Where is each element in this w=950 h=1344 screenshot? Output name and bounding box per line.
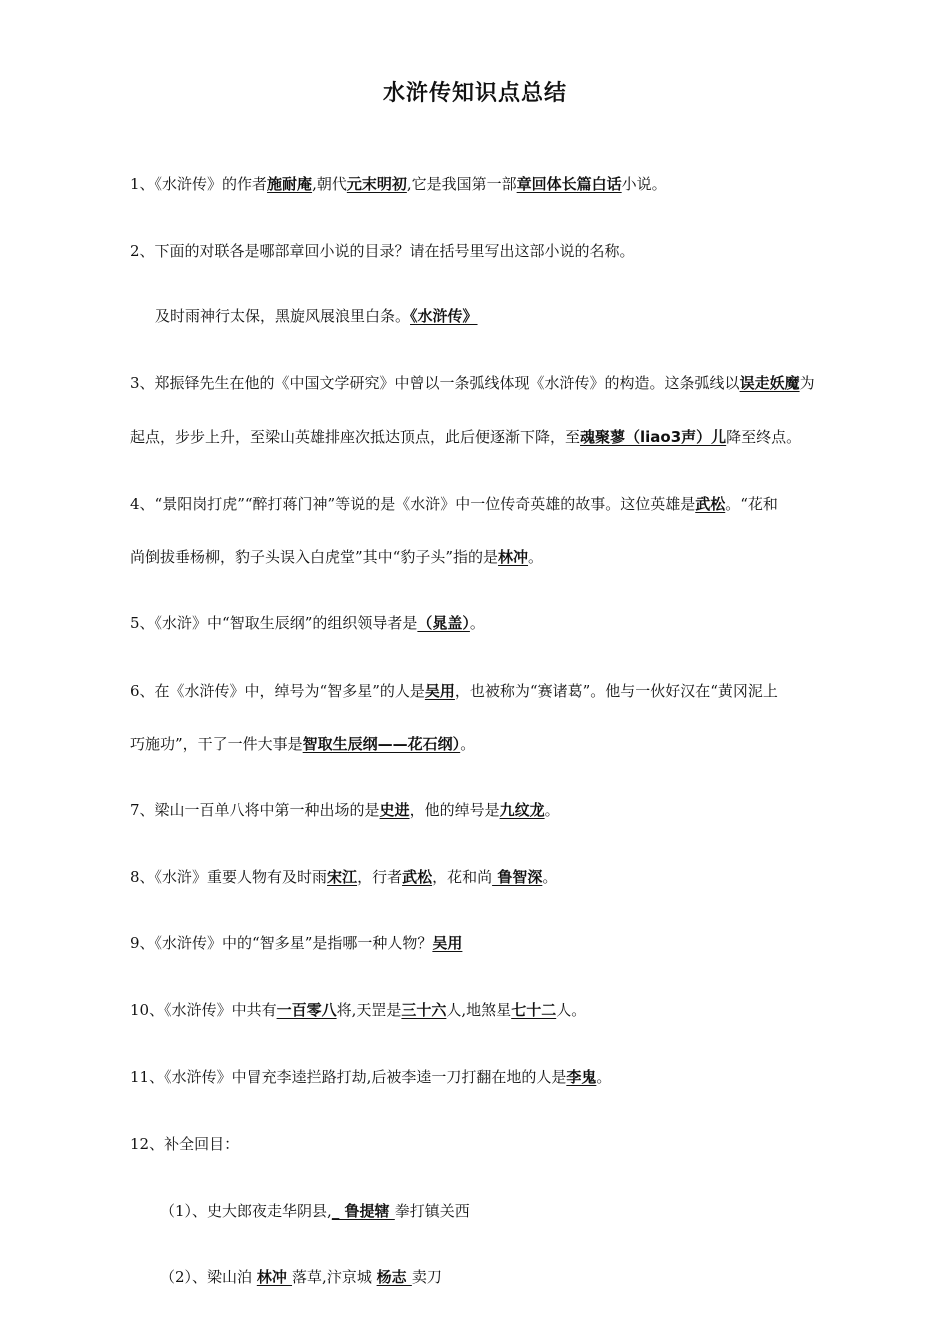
answer-genre: 章回体长篇白话 bbox=[516, 175, 622, 193]
q5-text: 。 bbox=[469, 614, 485, 632]
q7-text: 。 bbox=[544, 801, 560, 819]
q10-text: 将,天罡是 bbox=[336, 1001, 402, 1019]
q8-text: ，花和尚 bbox=[432, 868, 493, 886]
q1-text: 1、《水浒传》的作者 bbox=[130, 175, 268, 193]
q12-text: （2）、梁山泊 bbox=[160, 1268, 257, 1286]
answer-end: 魂聚蓼（liao3声）儿 bbox=[580, 428, 727, 446]
answer-leader: （晁盖） bbox=[417, 614, 470, 632]
question-6 bbox=[130, 680, 890, 702]
q3-text: 为 bbox=[799, 374, 815, 392]
question-3-cont bbox=[130, 426, 890, 448]
answer-tiangang: 三十六 bbox=[401, 1001, 447, 1019]
q4-text: 。 bbox=[528, 548, 544, 566]
question-4 bbox=[130, 493, 890, 515]
q4-text: 尚倒拔垂杨柳，豹子头误入白虎堂”其中“豹子头”指的是 bbox=[130, 548, 499, 566]
q8-text: 。 bbox=[542, 868, 558, 886]
answer-yang-zhi: 杨志 bbox=[376, 1268, 412, 1286]
q4-text: 4、“景阳岗打虎”“醉打蒋门神”等说的是《水浒》中一位传奇英雄的故事。这位英雄是 bbox=[130, 495, 696, 513]
q12-text: 拳打镇关西 bbox=[394, 1202, 470, 1220]
question-12-item-2 bbox=[160, 1266, 920, 1288]
question-4-cont bbox=[130, 546, 890, 568]
answer-pilgrim: 武松 bbox=[402, 868, 433, 886]
couplet-text: 及时雨神行太保，黑旋风展浪里白条。 bbox=[155, 307, 411, 325]
answer-lu-tixia: _ 鲁提辖 bbox=[331, 1202, 395, 1220]
answer-author: 施耐庵 bbox=[267, 175, 313, 193]
q1-text: ,它是我国第一部 bbox=[406, 175, 517, 193]
question-5 bbox=[130, 612, 890, 634]
q9-text: 9、《水浒传》中的“智多星”是指哪一种人物？ bbox=[130, 934, 433, 952]
question-6-cont bbox=[130, 733, 890, 755]
q12-text: 卖刀 bbox=[411, 1268, 442, 1286]
q6-text: 。 bbox=[460, 735, 476, 753]
q8-text: ，行者 bbox=[357, 868, 403, 886]
q12-text: 12、补全回目： bbox=[130, 1135, 240, 1153]
q7-text: ，他的绰号是 bbox=[409, 801, 500, 819]
question-12-item-1 bbox=[160, 1200, 920, 1222]
page-title: 水浒传知识点总结 bbox=[382, 81, 567, 106]
question-12 bbox=[130, 1133, 890, 1155]
q3-text: 降至终点。 bbox=[726, 428, 802, 446]
q5-text: 5、《水浒》中“智取生辰纲”的组织领导者是 bbox=[130, 614, 418, 632]
answer-lin-chong: 林冲 bbox=[256, 1268, 293, 1286]
question-7 bbox=[130, 799, 890, 821]
q11-text: 11、《水浒传》中冒充李逵拦路打劫,后被李逵一刀打翻在地的人是 bbox=[130, 1068, 567, 1086]
answer-leopard-head: 林冲 bbox=[498, 548, 529, 566]
q6-text: ，也被称为“赛诸葛”。他与一伙好汉在“黄冈泥上 bbox=[454, 682, 778, 700]
question-8 bbox=[130, 866, 890, 888]
q1-text: ,朝代 bbox=[312, 175, 347, 193]
q6-text: 巧施功”，干了一件大事是 bbox=[130, 735, 303, 753]
question-9 bbox=[130, 932, 890, 954]
q12-text: 落草,汴京城 bbox=[292, 1268, 377, 1286]
q6-text: 6、在《水浒传》中，绰号为“智多星”的人是 bbox=[130, 682, 425, 700]
answer-novel: 《水浒传》 bbox=[410, 307, 478, 325]
answer-wisdom-star: 吴用 bbox=[424, 682, 455, 700]
question-11 bbox=[130, 1066, 890, 1088]
q8-text: 8、《水浒》重要人物有及时雨 bbox=[130, 868, 328, 886]
q11-text: 。 bbox=[596, 1068, 612, 1086]
answer-nickname: 九纹龙 bbox=[499, 801, 545, 819]
answer-person: 吴用 bbox=[432, 934, 463, 952]
q10-text: 人。 bbox=[556, 1001, 587, 1019]
answer-impostor: 李鬼 bbox=[566, 1068, 597, 1086]
q1-text: 小说。 bbox=[621, 175, 667, 193]
q7-text: 7、梁山一百单八将中第一种出场的是 bbox=[130, 801, 380, 819]
q3-text: 3、郑振铎先生在他的《中国文学研究》中曾以一条弧线体现《水浒传》的构造。这条弧线以 bbox=[130, 374, 740, 392]
answer-dynasty: 元末明初 bbox=[346, 175, 407, 193]
answer-flower-monk: 鲁智深 bbox=[492, 868, 543, 886]
question-2 bbox=[130, 240, 890, 262]
answer-hero: 武松 bbox=[695, 495, 726, 513]
answer-big-event: 智取生辰纲——花石纲） bbox=[302, 735, 461, 753]
q3-text: 起点，步步上升，至梁山英雄排座次抵达顶点，此后便逐渐下降，至 bbox=[130, 428, 581, 446]
answer-first-hero: 史进 bbox=[379, 801, 410, 819]
q10-text: 人,地煞星 bbox=[446, 1001, 512, 1019]
q12-text: （1）、史大郎夜走华阴县, bbox=[160, 1202, 332, 1220]
q2-text: 2、下面的对联各是哪部章回小说的目录？请在括号里写出这部小说的名称。 bbox=[130, 242, 635, 260]
question-2-couplet bbox=[155, 305, 915, 327]
answer-timely-rain: 宋江 bbox=[327, 868, 358, 886]
question-10 bbox=[130, 999, 890, 1021]
answer-disha: 七十二 bbox=[511, 1001, 557, 1019]
q4-text: 。“花和 bbox=[725, 495, 778, 513]
answer-total: 一百零八 bbox=[276, 1001, 337, 1019]
question-3 bbox=[130, 372, 890, 394]
question-1 bbox=[130, 173, 890, 195]
q10-text: 10、《水浒传》中共有 bbox=[130, 1001, 277, 1019]
answer-start: 误走妖魔 bbox=[739, 374, 800, 392]
